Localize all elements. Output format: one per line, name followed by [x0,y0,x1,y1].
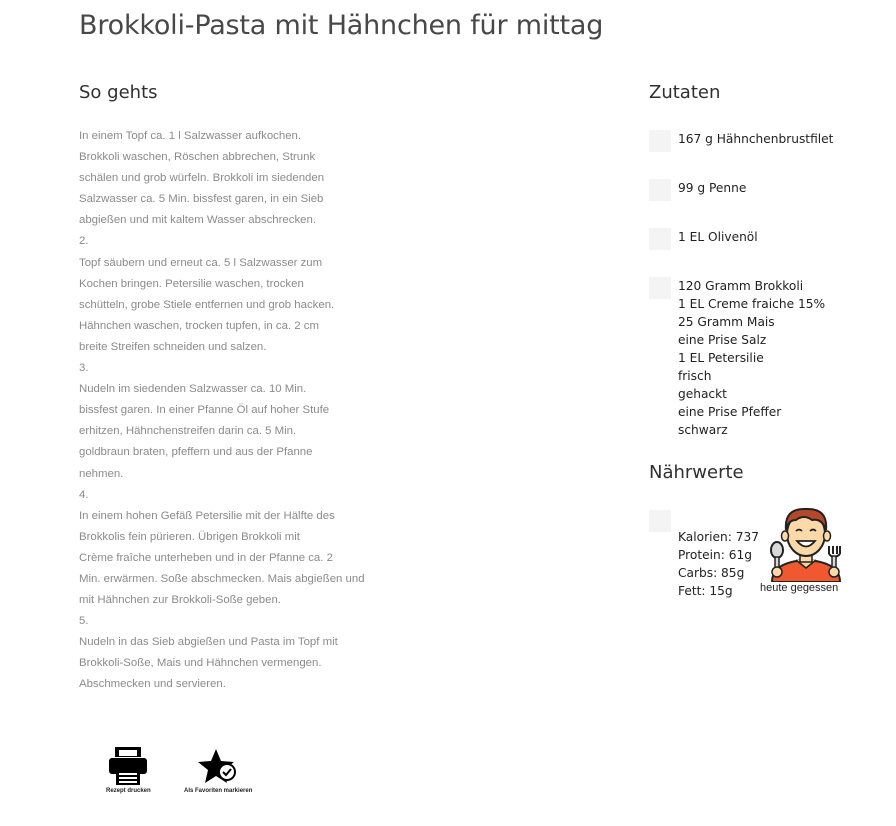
eaten-today-label[interactable]: heute gegessen [760,582,839,594]
instruction-line: Crème fraîche unterheben und in der Pfanne ca. 2 [79,551,333,564]
ingredient-checkbox[interactable] [649,179,671,201]
nutrition-checkbox[interactable] [649,510,671,532]
nutrition-values [678,528,759,600]
instruction-line: 4. [79,488,89,501]
ingredients-heading: Zutaten [649,82,721,103]
instruction-line: schütteln, grobe Stiele entfernen und grob hacken. [79,298,335,311]
instruction-line: bissfest garen. In einer Pfanne Öl auf hoher Stufe [79,404,330,417]
instructions-list [79,126,369,696]
instruction-line: Abschmecken und servieren. [79,678,226,691]
instruction-line: nehmen. [79,467,124,480]
mark-favorite-button[interactable]: Als Favoriten markieren [184,788,253,794]
instruction-line: breite Streifen schneiden und salzen. [79,340,267,353]
instruction-line: abgießen und mit kaltem Wasser abschrecken. [79,214,316,227]
ingredient-checkbox[interactable] [649,228,671,250]
boy-with-fork-and-spoon-icon[interactable] [766,506,846,582]
instruction-line: goldbraun braten, pfeffern und aus der Pfanne [79,446,313,459]
instruction-line: Brokkolis fein pürieren. Übrigen Brokkoli mit [79,530,300,543]
nutrition-protein: Protein: 61g [678,548,752,562]
instruction-line: erhitzen, Hähnchenstreifen darin ca. 5 Min. [79,425,297,438]
instruction-line: In einem Topf ca. 1 l Salzwasser aufkochen. [79,130,302,142]
printer-icon[interactable] [107,745,149,787]
nutrition-fat: Fett: 15g [678,584,733,598]
instruction-line: Topf säubern und erneut ca. 5 l Salzwasser zum [79,256,323,269]
instruction-line: In einem hohen Gefäß Petersilie mit der Hälfte des [79,509,335,522]
instruction-line: mit Hähnchen zur Brokkoli-Soße geben. [79,594,281,607]
ingredient-text: 120 Gramm Brokkoli 1 EL Creme fraiche 15% 25 Gramm Mais eine Prise Salz 1 EL Petersilie frisch gehackt eine Prise Pfeffer schwarz [678,279,826,437]
instruction-line: Kochen bringen. Petersilie waschen, trocken [79,277,304,290]
star-check-icon[interactable] [198,749,238,785]
instruction-line: Nudeln in das Sieb abgießen und Pasta im Topf mit [79,636,338,649]
nutrition-calories: Kalorien: 737 [678,530,759,544]
instruction-line: Min. erwärmen. Soße abschmecken. Mais abgießen und [79,572,365,585]
instruction-line: schälen und grob würfeln. Brokkoli im siedenden [79,172,325,185]
print-recipe-button[interactable]: Rezept drucken [106,788,151,794]
ingredient-checkbox[interactable] [649,277,671,299]
instruction-line: 3. [79,362,89,375]
instruction-line: 2. [79,235,89,248]
instruction-line: 5. [79,615,89,628]
ingredient-text: 99 g Penne [678,181,747,195]
instruction-line: Hähnchen waschen, trocken tupfen, in ca. 2 cm [79,319,319,332]
recipe-title: Brokkoli-Pasta mit Hähnchen für mittag [79,10,604,41]
instruction-line: Brokkoli waschen, Röschen abbrechen, Strunk [79,151,316,164]
instruction-line: Salzwasser ca. 5 Min. bissfest garen, in ein Sieb [79,193,324,206]
nutrition-heading: Nährwerte [649,462,744,483]
instruction-line: Nudeln im siedenden Salzwasser ca. 10 Min. [79,383,307,396]
ingredient-text: 167 g Hähnchenbrustfilet [678,132,834,146]
instruction-line: Brokkoli-Soße, Mais und Hähnchen vermengen. [79,657,322,670]
ingredient-checkbox[interactable] [649,130,671,152]
ingredient-text: 1 EL Olivenöl [678,230,758,244]
nutrition-carbs: Carbs: 85g [678,566,745,580]
instructions-heading: So gehts [79,82,158,103]
